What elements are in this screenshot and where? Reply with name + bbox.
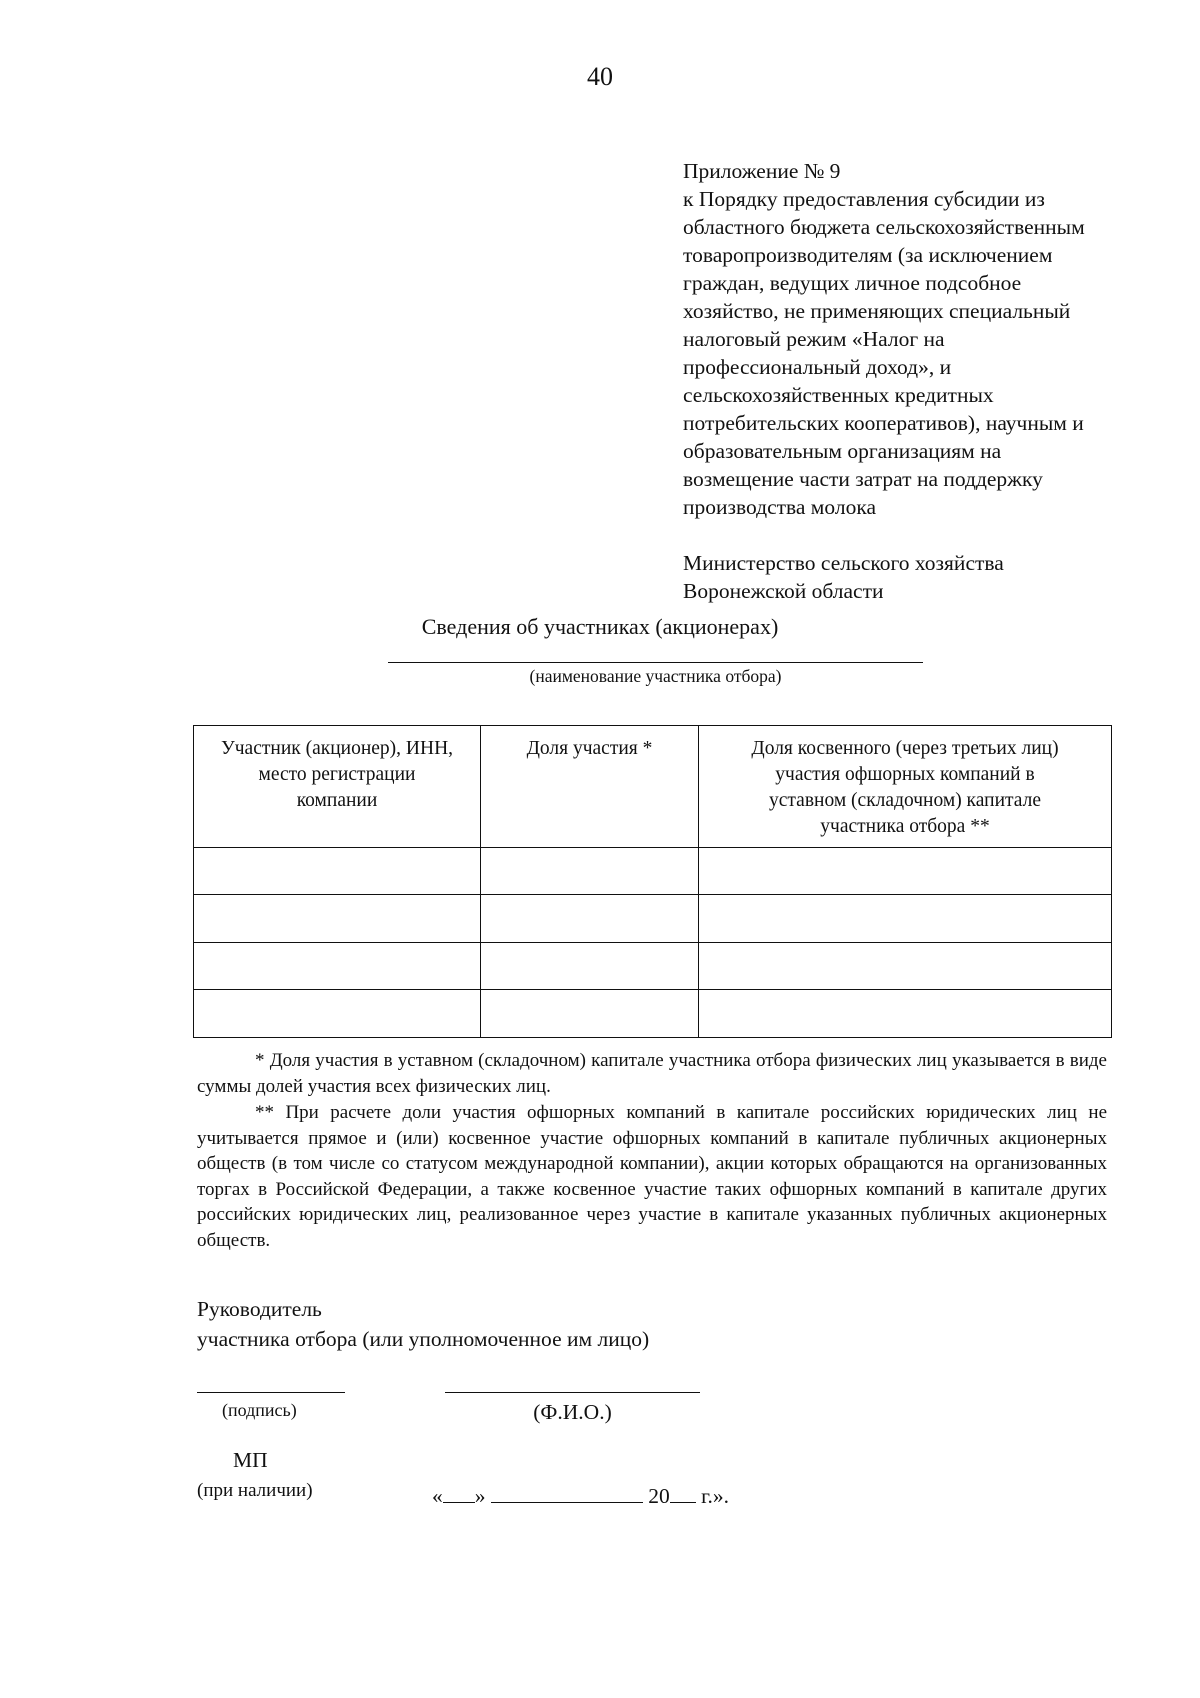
addressee-line: Министерство сельского хозяйства — [683, 551, 1004, 575]
table-cell[interactable] — [699, 895, 1112, 943]
header-text-line: участника отбора ** — [820, 816, 990, 837]
full-name-line[interactable] — [445, 1392, 700, 1393]
appendix-line: возмещение части затрат на поддержку — [683, 467, 1043, 491]
signature-line[interactable] — [197, 1392, 345, 1393]
table-row — [194, 943, 1112, 990]
date-field — [432, 1480, 729, 1509]
table-row — [194, 990, 1112, 1038]
appendix-line: областного бюджета сельскохозяйственным — [683, 215, 1085, 239]
appendix-line: образовательным организациям на — [683, 439, 1002, 463]
page-number: 40 — [587, 62, 613, 91]
table-cell[interactable] — [194, 848, 481, 895]
participant-name-caption: (наименование участника отбора) — [529, 666, 782, 686]
header-text-line: Доля участия * — [526, 738, 653, 759]
date-open-quote: « — [432, 1484, 443, 1508]
column-header-share — [481, 726, 699, 848]
seal-note: (при наличии) — [197, 1480, 313, 1501]
footnote-text: ** При расчете доли участия офшорных компаний в капитале российских юридических лиц не учитывается прямое и (или) косвенное участие офшорных компаний в капитале публичных акционерных обществ (в том числе со статусом международной компании), акции которых обращаются на организованных торгах в Российской Федерации, а также косвенное участие таких офшорных компаний в капитале других российских юридических лиц, реализованное через участие в капитале указанных публичных акционерных обществ. — [197, 1102, 1107, 1251]
appendix-header — [683, 157, 1163, 521]
header-text-line: Участник (акционер), ИНН, — [220, 738, 454, 759]
signatory-label — [197, 1294, 649, 1354]
header-text-line: место регистрации — [258, 764, 416, 785]
table-cell[interactable] — [481, 990, 699, 1038]
full-name-caption: (Ф.И.О.) — [533, 1400, 612, 1424]
signatory-line: участника отбора (или уполномоченное им лицо) — [197, 1327, 650, 1351]
year-blank[interactable] — [670, 1480, 696, 1503]
table-cell[interactable] — [481, 943, 699, 990]
addressee-line: Воронежской области — [683, 579, 884, 603]
table-cell[interactable] — [699, 848, 1112, 895]
table-cell[interactable] — [194, 895, 481, 943]
date-close-quote: » — [474, 1484, 486, 1508]
appendix-line: потребительских кооперативов), научным и — [683, 411, 1084, 435]
table-cell[interactable] — [481, 895, 699, 943]
header-text-line: Доля косвенного (через третьих лиц) — [751, 738, 1059, 759]
footnote-text: * Доля участия в уставном (складочном) капитале участника отбора физических лиц указывается в виде суммы долей участия всех физических лиц. — [197, 1050, 1107, 1097]
table-header-row — [194, 726, 1112, 848]
column-header-participant — [194, 726, 481, 848]
table-cell[interactable] — [194, 943, 481, 990]
table-cell[interactable] — [481, 848, 699, 895]
appendix-line: производства молока — [683, 495, 877, 519]
day-blank[interactable] — [443, 1480, 475, 1503]
header-text-line: уставном (складочном) капитале — [769, 790, 1041, 811]
appendix-line: сельскохозяйственных кредитных — [683, 383, 994, 407]
table-cell[interactable] — [699, 943, 1112, 990]
shareholders-table — [193, 725, 1112, 1038]
table-row — [194, 848, 1112, 895]
footnote-double-asterisk — [197, 1100, 1107, 1253]
appendix-line: налоговый режим «Налог на — [683, 327, 945, 351]
addressee — [683, 549, 1004, 605]
column-header-offshore-share — [699, 726, 1112, 848]
seal-label: МП — [233, 1448, 268, 1472]
table-cell[interactable] — [194, 990, 481, 1038]
table-cell[interactable] — [699, 990, 1112, 1038]
appendix-line: товаропроизводителям (за исключением — [683, 243, 1053, 267]
signature-caption: (подпись) — [222, 1400, 297, 1420]
year-suffix: г.». — [701, 1484, 730, 1508]
appendix-line: хозяйство, не применяющих специальный — [683, 299, 1071, 323]
appendix-line: граждан, ведущих личное подсобное — [683, 271, 1022, 295]
year-prefix: 20 — [648, 1484, 670, 1508]
header-text-line: компании — [296, 790, 378, 811]
footnote-single-asterisk — [197, 1048, 1107, 1099]
appendix-line: Приложение № 9 — [683, 159, 841, 183]
header-text-line: участия офшорных компаний в — [775, 764, 1035, 785]
month-blank[interactable] — [491, 1480, 643, 1503]
participant-name-line[interactable] — [388, 662, 923, 663]
appendix-line: к Порядку предоставления субсидии из — [683, 187, 1045, 211]
table-row — [194, 895, 1112, 943]
document-title: Сведения об участниках (акционерах) — [421, 614, 779, 639]
appendix-line: профессиональный доход», и — [683, 355, 952, 379]
signatory-line: Руководитель — [197, 1297, 322, 1321]
